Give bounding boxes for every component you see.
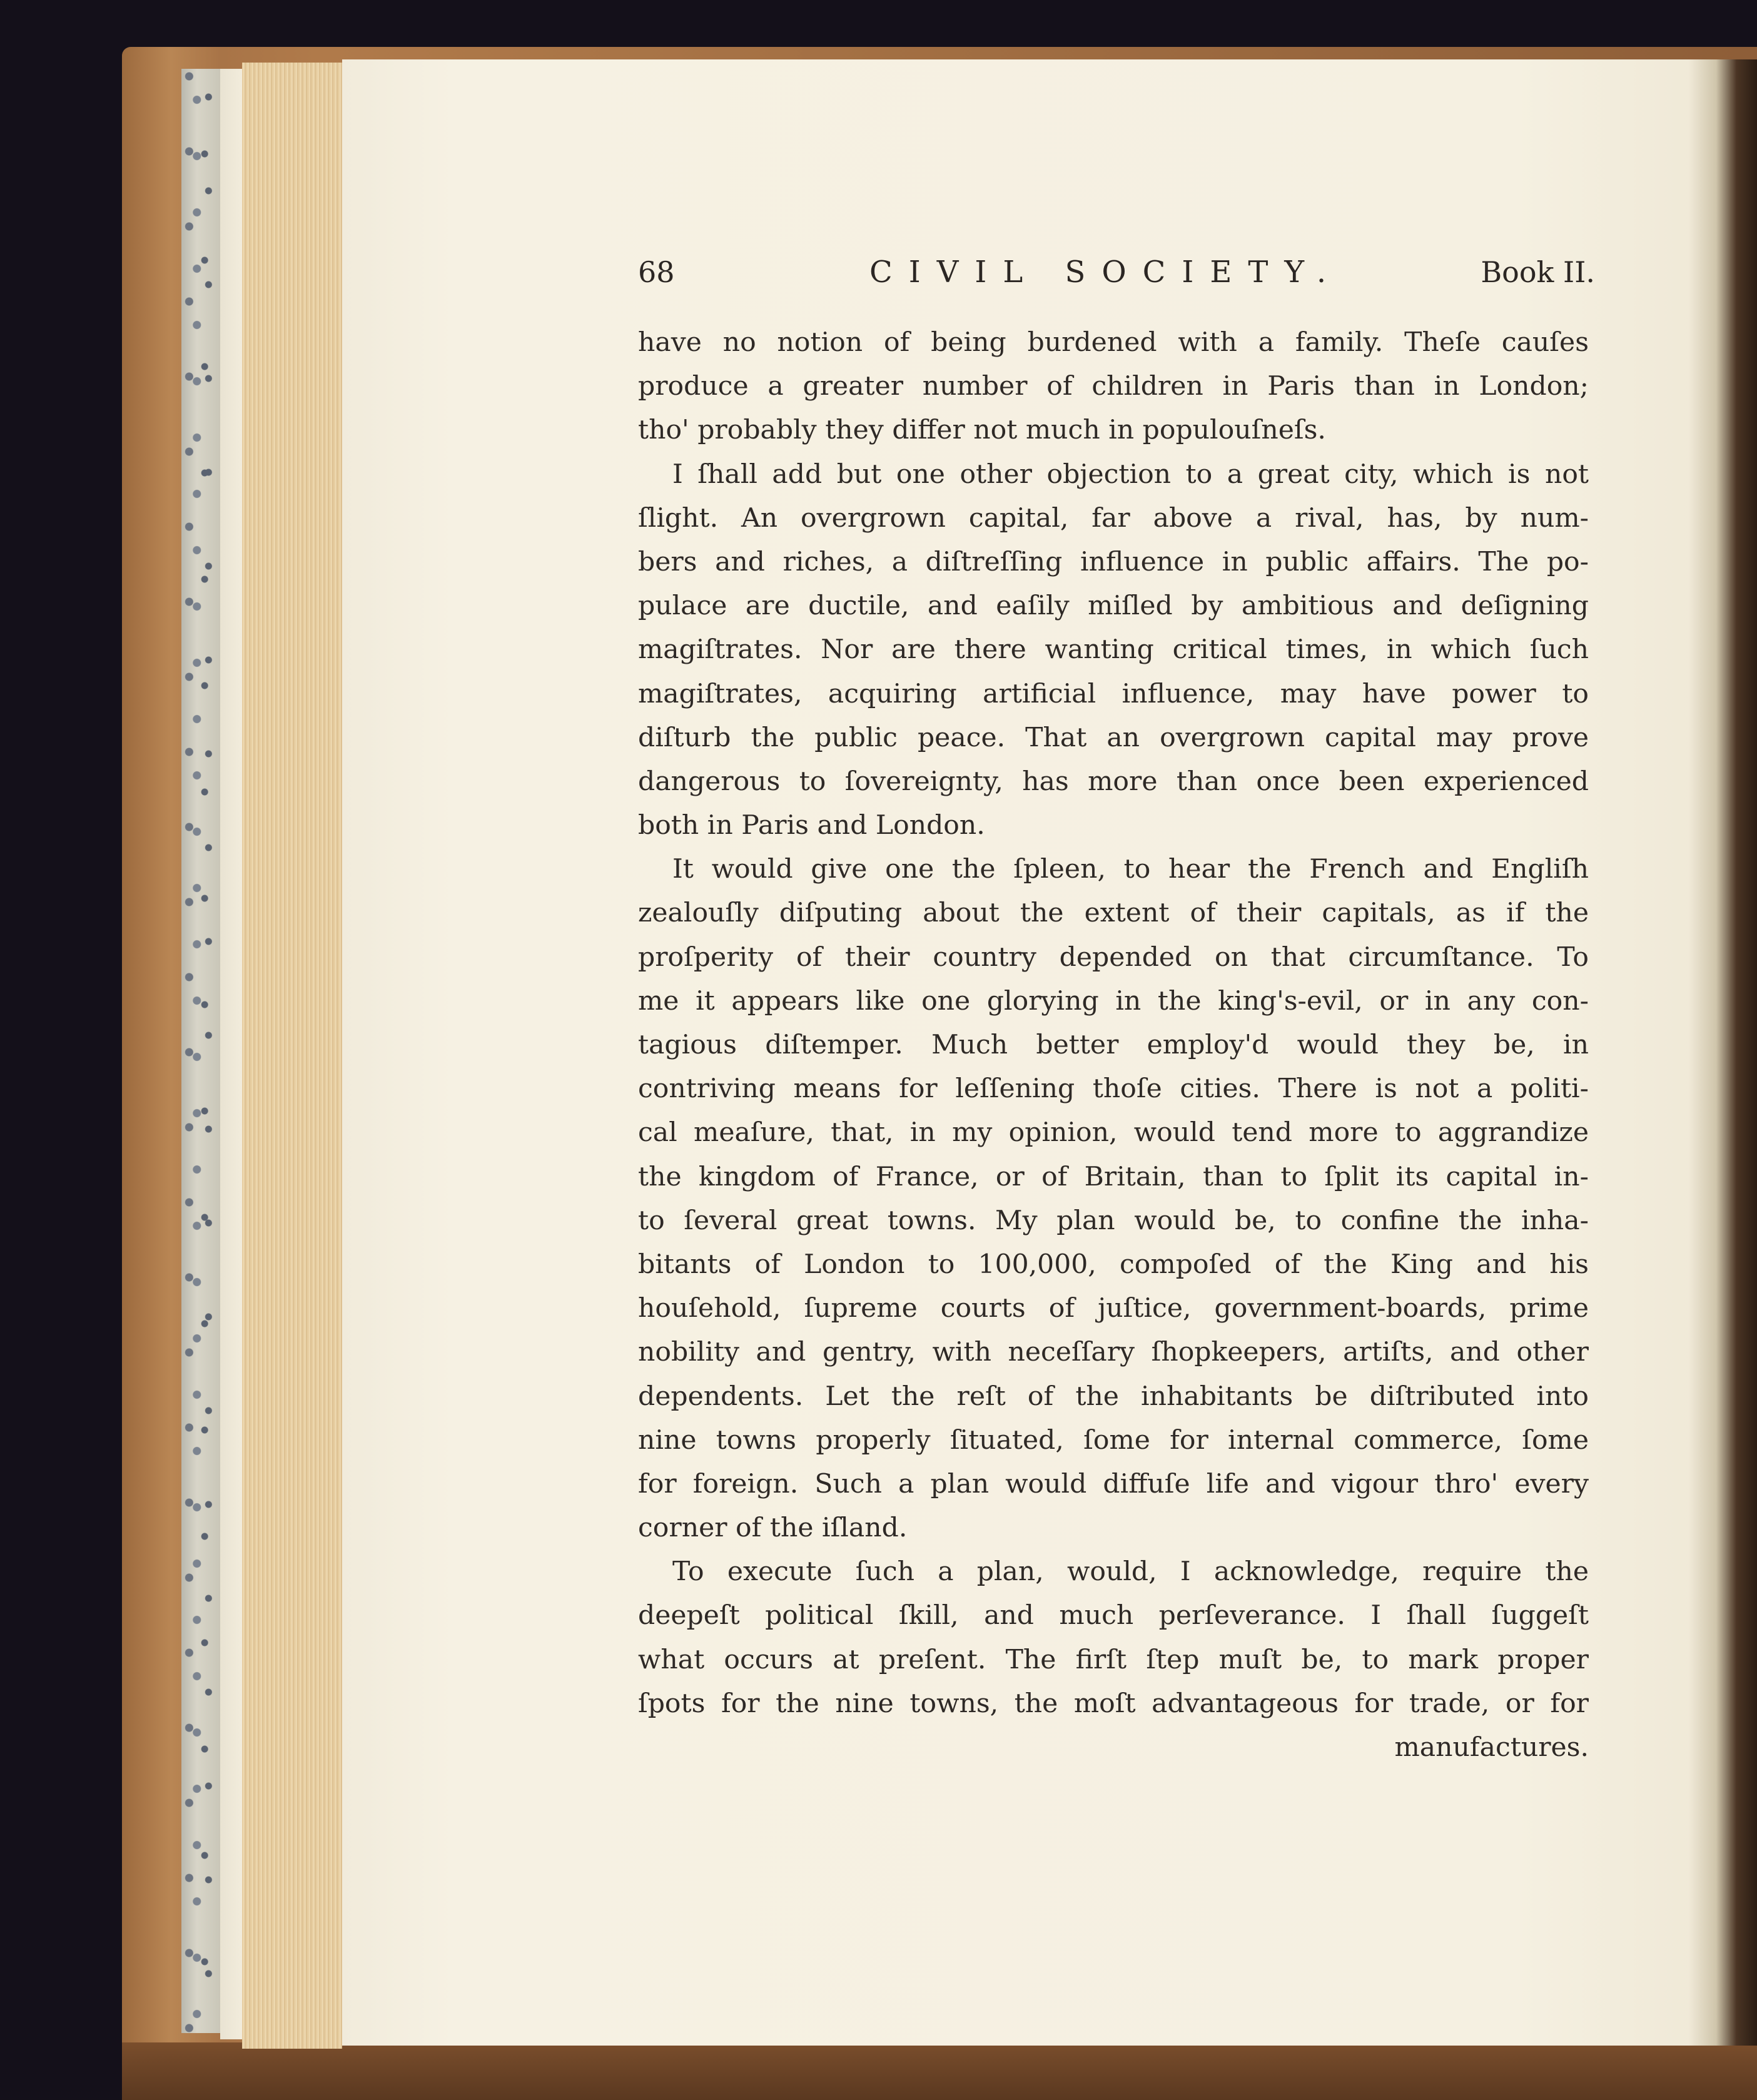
- text-line: ſlight. An overgrown capital, far above a rival, has, by num-: [638, 502, 1589, 534]
- binding-gutter: [1689, 59, 1757, 2046]
- page-edges: [242, 63, 342, 2049]
- text-line: dangerous to ſovereignty, has more than once been experienced: [638, 766, 1589, 797]
- text-line: cal meaſure, that, in my opinion, would tend more to aggrandize: [638, 1117, 1589, 1149]
- flyleaf: [220, 69, 242, 2039]
- text-line: To execute ſuch a plan, would, I acknowledge, require the: [672, 1556, 1589, 1588]
- text-line: me it appears like one glorying in the king's-evil, or in any con-: [638, 985, 1589, 1017]
- text-line: deepeſt political ſkill, and much perſeverance. I ſhall ſuggeſt: [638, 1600, 1589, 1631]
- text-line: nobility and gentry, with neceſſary ſhopkeepers, artiſts, and other: [638, 1337, 1589, 1368]
- body-text: [638, 321, 1589, 1770]
- book-reference: Book II.: [1481, 255, 1595, 289]
- cover-bottom-edge: [122, 2042, 1757, 2100]
- text-line: bitants of London to 100,000, compoſed of the King and his: [638, 1249, 1589, 1280]
- text-line: both in Paris and London.: [638, 810, 985, 841]
- text-line: dependents. Let the reſt of the inhabitants be diſtributed into: [638, 1381, 1589, 1412]
- running-title: CIVIL SOCIETY.: [869, 255, 1343, 290]
- text-line: tho' probably they differ not much in populouſneſs.: [638, 415, 1326, 446]
- text-line: ſpots for the nine towns, the moſt advantageous for trade, or for: [638, 1688, 1589, 1719]
- catchword: manufactures.: [1394, 1732, 1589, 1763]
- paragraph-4: [638, 1550, 1589, 1726]
- text-line: tagious diſtemper. Much better employ'd would they be, in: [638, 1030, 1589, 1060]
- text-line: the kingdom of France, or of Britain, than to ſplit its capital in-: [638, 1161, 1589, 1192]
- text-line: diſturb the public peace. That an overgrown capital may prove: [638, 722, 1589, 753]
- paragraph-2: [638, 453, 1589, 848]
- text-line: zealouſly diſputing about the extent of their capitals, as if the: [638, 898, 1589, 929]
- text-line: It would give one the ſpleen, to hear the French and Engliſh: [672, 854, 1589, 885]
- marbled-endpaper: [181, 69, 220, 2033]
- text-line: magiſtrates, acquiring artificial influence, may have power to: [638, 678, 1589, 709]
- text-line: I ſhall add but one other objection to a great city, which is not: [672, 459, 1589, 490]
- text-line: have no notion of being burdened with a family. Theſe cauſes: [638, 327, 1589, 358]
- text-line: magiſtrates. Nor are there wanting critical times, in which ſuch: [638, 634, 1589, 666]
- text-line: bers and riches, a diſtreſſing influence in public affairs. The po-: [638, 546, 1589, 577]
- page-number: 68: [638, 255, 675, 289]
- text-line: to ſeveral great towns. My plan would be, to confine the inha-: [638, 1205, 1589, 1236]
- text-line: contriving means for leſſening thoſe cities. There is not a politi-: [638, 1073, 1589, 1105]
- text-line: for foreign. Such a plan would diffuſe life and vigour thro' every: [638, 1468, 1589, 1499]
- text-line: corner of the iſland.: [638, 1513, 908, 1544]
- text-line: nine towns properly ſituated, ſome for internal commerce, ſome: [638, 1424, 1589, 1456]
- text-line: what occurs at preſent. The firſt ſtep muſt be, to mark proper: [638, 1644, 1589, 1675]
- text-line: proſperity of their country depended on that circumſtance. To: [638, 941, 1589, 973]
- text-line: produce a greater number of children in Paris than in London;: [638, 371, 1589, 402]
- running-header: [638, 250, 1595, 294]
- paragraph-1: [638, 321, 1589, 453]
- text-line: pulace are ductile, and eaſily miſled by ambitious and deſigning: [638, 591, 1589, 622]
- paragraph-3: [638, 848, 1589, 1550]
- text-line: houſehold, ſupreme courts of juſtice, government-boards, prime: [638, 1293, 1589, 1324]
